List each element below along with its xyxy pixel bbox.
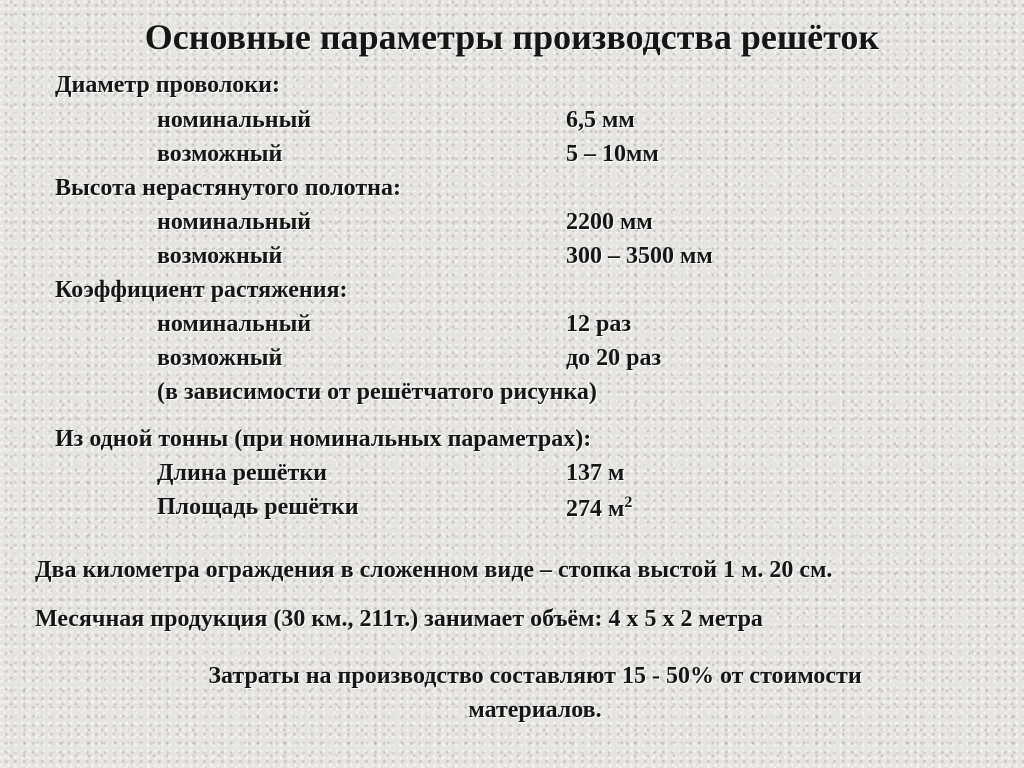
ton-length-value: 137 м [566, 460, 625, 486]
stretch-possible-value: до 20 раз [566, 345, 662, 371]
footer-line-2: Месячная продукция (30 км., 211т.) занимает объём: 4 х 5 х 2 метра [35, 606, 763, 632]
height-possible-label: возможный [157, 243, 283, 269]
wire-nominal-value: 6,5 мм [566, 107, 635, 133]
ton-area-label: Площадь решётки [157, 494, 359, 520]
height-nominal-label: номинальный [157, 209, 312, 235]
stretch-nominal-value: 12 раз [566, 311, 631, 337]
stretch-heading: Коэффициент растяжения: [55, 277, 348, 303]
stretch-possible-label: возможный [157, 345, 283, 371]
ton-length-label: Длина решётки [157, 460, 327, 486]
wire-possible-value: 5 – 10мм [566, 141, 659, 167]
ton-area-value [566, 494, 632, 523]
ton-heading: Из одной тонны (при номинальных параметрах): [55, 426, 592, 452]
costs-note-line-2: материалов. [468, 697, 602, 723]
wire-nominal-label: номинальный [157, 107, 312, 133]
stretch-note: (в зависимости от решётчатого рисунка) [157, 379, 597, 405]
stretch-nominal-label: номинальный [157, 311, 312, 337]
height-nominal-value: 2200 мм [566, 209, 653, 235]
costs-note [0, 659, 1024, 727]
footer-line-1: Два километра ограждения в сложенном виде – стопка выстой 1 м. 20 см. [35, 557, 833, 583]
ton-area-superscript: 2 [624, 494, 633, 511]
wire-heading: Диаметр проволоки: [55, 72, 280, 98]
ton-area-number: 274 м [566, 496, 625, 522]
height-heading: Высота нерастянутого полотна: [55, 175, 401, 201]
height-possible-value: 300 – 3500 мм [566, 243, 713, 269]
costs-note-line-1: Затраты на производство составляют 15 - 50% от стоимости [208, 663, 862, 689]
wire-possible-label: возможный [157, 141, 283, 167]
slide-title: Основные параметры производства решёток [144, 17, 880, 57]
